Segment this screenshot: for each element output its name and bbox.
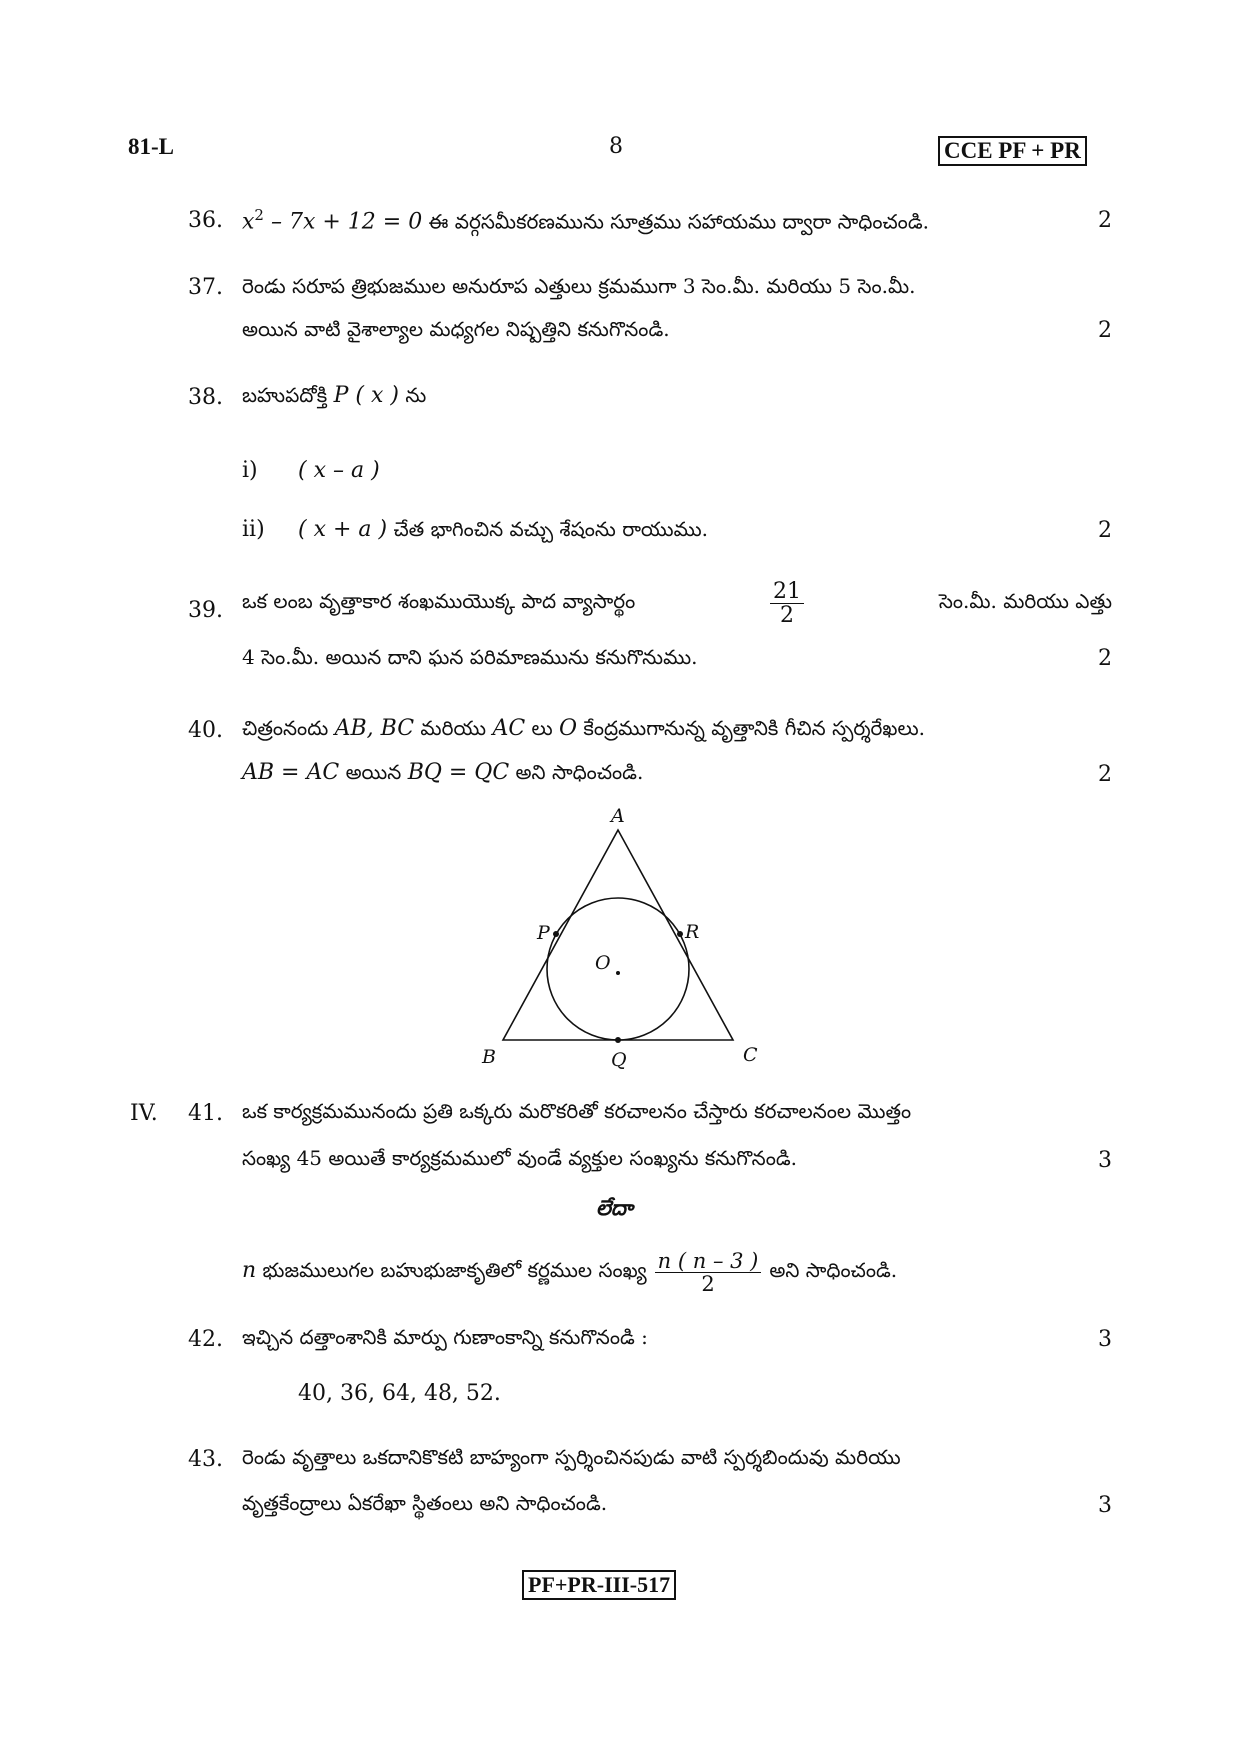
section-label: IV. [130,1101,158,1126]
fraction-denominator: 2 [780,603,795,629]
option-i-expression: ( x – a ) [298,458,380,483]
text: అని సాధించండి. [515,760,644,784]
label-b: B [482,1046,496,1068]
label-a: A [611,805,625,827]
triangle-incircle-figure [480,805,760,1070]
condition: AB = AC [242,760,340,785]
equation-var: x [242,209,255,235]
point-r [677,931,683,937]
text: లు [531,716,553,740]
result: BQ = QC [407,760,510,785]
question-text-line-1: ఒక కార్యక్రమమునందు ప్రతి ఒక్కరు మరొకరితో కరచాలనం చేస్తారు కరచాలనంల మొత్తం [242,1099,912,1123]
segment-ac: AC [492,716,526,741]
data-values: 40, 36, 64, 48, 52. [298,1381,501,1406]
label-p: P [537,922,550,944]
question-number: 36. [188,208,223,233]
equation-exponent: 2 [254,206,264,224]
question-marks: 2 [1098,646,1112,671]
question-text-line-1: రెండు వృత్తాలు ఒకదానికొకటి బాహ్యంగా స్పర్శించినపుడు వాటి స్పర్శబిందువు మరియు [242,1445,901,1469]
question-marks: 2 [1098,208,1112,233]
option-ii-label: ii) [242,517,265,542]
centre-o: O [559,716,578,741]
page-number: 8 [609,134,623,159]
label-c: C [743,1044,758,1066]
text: అయిన [345,760,402,784]
question-number: 40. [188,718,223,743]
question-number: 37. [188,275,223,300]
question-text-line-2: అయిన వాటి వైశాల్యాల మధ్యగల నిష్పత్తిని కనుగొనండి. [242,317,670,341]
header-left-code: 81-L [128,134,174,159]
point-p [553,931,559,937]
question-marks: 3 [1098,1493,1112,1518]
question-marks: 2 [1098,762,1112,787]
footer-code: PF+PR-III-517 [522,1570,676,1600]
header-right-code: CCE PF + PR [938,136,1087,166]
n-variable: n [242,1258,257,1284]
label-o: O [595,952,611,974]
text: కేంద్రముగానున్న వృత్తానికి గీచిన స్పర్శరేఖలు. [583,716,925,740]
question-text-line-2: 4 సెం.మీ. అయిన దాని ఘన పరిమాణమును కనుగొనుము. [242,645,698,669]
question-marks: 3 [1098,1327,1112,1352]
text: మరియు [420,716,487,740]
question-text-line-1b: సెం.మీ. మరియు ఎత్తు [938,589,1112,614]
radius-fraction [770,580,804,627]
point-o [616,971,620,975]
alt-text: భుజములుగల బహుభుజాకృతిలో కర్ణముల సంఖ్య [256,1258,647,1283]
option-i-label: i) [242,458,258,483]
question-text-line-1: రెండు సరూప త్రిభుజముల అనురూప ఎత్తులు క్రమముగా 3 సెం.మీ. మరియు 5 సెం.మీ. [242,274,916,298]
equation-rest: – 7x + 12 = 0 [263,209,423,235]
question-marks: 3 [1098,1148,1112,1173]
question-marks: 2 [1098,518,1112,543]
fraction-numerator: 21 [770,580,804,604]
question-text: బహుపదోక్తి [242,383,328,407]
fraction-denominator: 2 [701,1272,715,1297]
question-number: 42. [188,1327,223,1352]
question-text: ఈ వర్గసమీకరణమును సూత్రము సహాయము ద్వారా సాధించండి. [422,209,929,234]
incircle [547,898,689,1040]
question-number: 38. [188,385,223,410]
segments-ab-bc: AB, BC [334,716,415,741]
question-text: ఇచ్చిన దత్తాంశానికి మార్పు గుణాంకాన్ని కనుగొనండి : [242,1325,648,1349]
text: చిత్రంనందు [242,716,329,740]
option-ii-text: చేత భాగించిన వచ్చు శేషంను రాయుము. [387,517,709,541]
question-text-line-2: వృత్తకేంద్రాలు ఏకరేఖా స్థితంలు అని సాధించండి. [242,1491,608,1515]
point-q [615,1037,621,1043]
fraction-numerator: n ( n – 3 ) [655,1250,762,1273]
option-ii-expression: ( x + a ) [298,517,388,542]
question-number: 41. [188,1101,223,1126]
label-q: Q [611,1049,627,1070]
question-text-line-1a: ఒక లంబ వృత్తాకార శంఖముయొక్క పాద వ్యాసార్థం [242,589,636,614]
question-number: 39. [188,598,223,623]
question-marks: 2 [1098,318,1112,343]
alt-text-end: అని సాధించండి. [769,1258,898,1283]
label-r: R [685,921,700,943]
diagonals-fraction [655,1250,762,1295]
question-text-suffix: ను [398,383,427,407]
or-separator: లేదా [596,1195,633,1220]
question-number: 43. [188,1447,223,1472]
polynomial: P ( x ) [333,383,399,408]
question-text-line-2: సంఖ్య 45 అయితే కార్యక్రమములో వుండే వ్యక్తుల సంఖ్యను కనుగొనండి. [242,1146,798,1170]
